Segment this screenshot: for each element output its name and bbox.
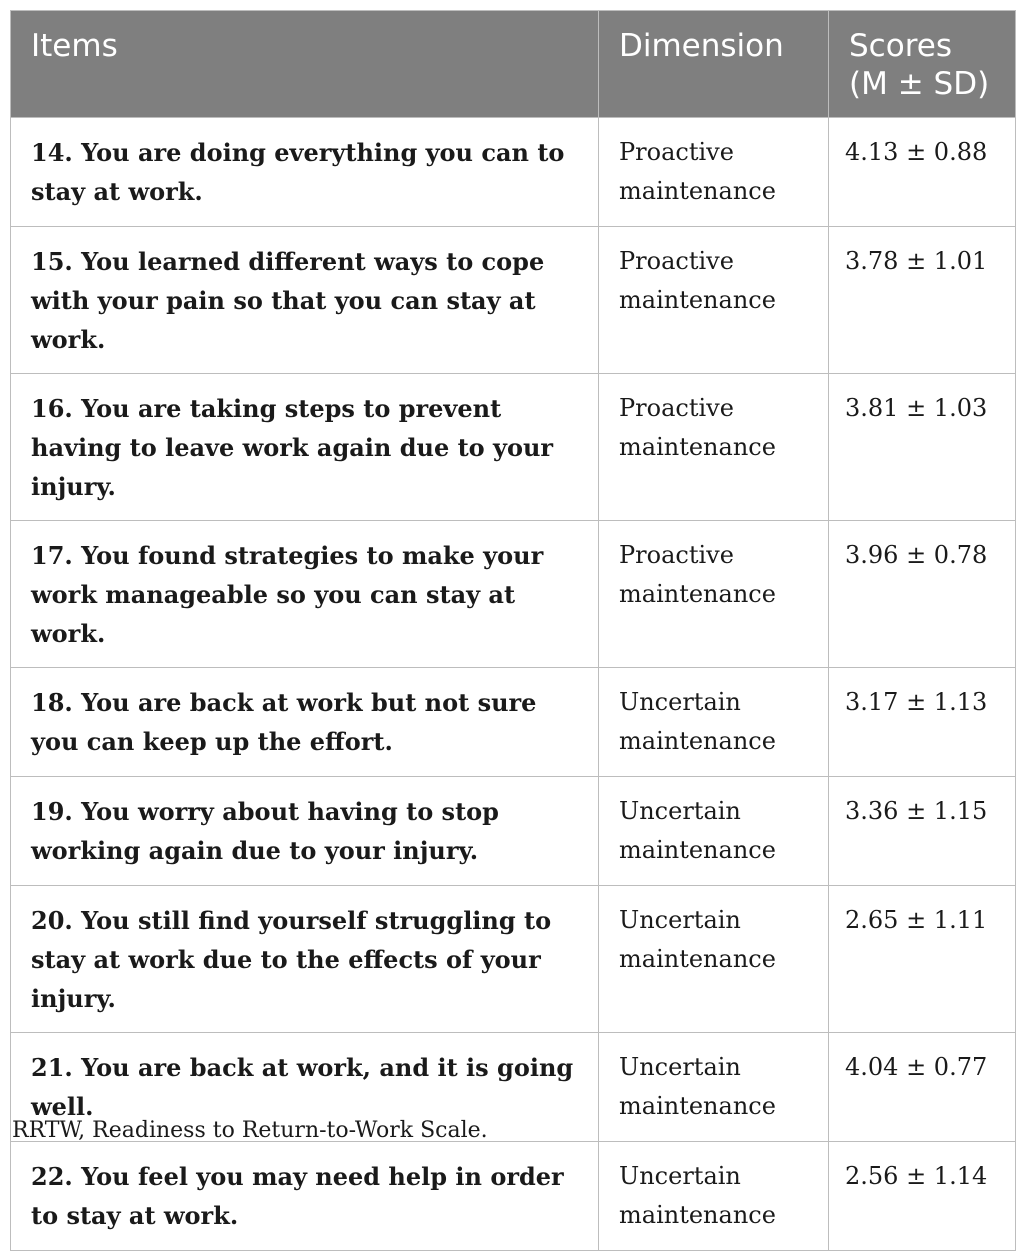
table-body [11,118,1016,1251]
table-row [11,668,1016,777]
dimension-cell: Uncertain maintenance [599,886,829,1033]
scores-table-container [10,10,1015,1251]
score-cell: 3.96 ± 0.78 [829,521,1016,668]
item-text-cell: 20. You still find yourself struggling to stay at work due to the effects of your injury. [11,886,599,1033]
item-text-cell: 19. You worry about having to stop working again due to your injury. [11,777,599,886]
score-cell: 3.78 ± 1.01 [829,227,1016,374]
dimension-cell: Uncertain maintenance [599,777,829,886]
dimension-cell: Uncertain maintenance [599,668,829,777]
item-text-cell: 15. You learned different ways to cope with your pain so that you can stay at work. [11,227,599,374]
score-cell: 3.81 ± 1.03 [829,374,1016,521]
header-row [11,11,1016,118]
header-scores [829,11,1016,118]
header-scores-line1: Scores [849,28,952,64]
score-cell: 4.04 ± 0.77 [829,1033,1016,1142]
dimension-cell: Proactive maintenance [599,118,829,227]
score-cell: 4.13 ± 0.88 [829,118,1016,227]
dimension-cell: Uncertain maintenance [599,1033,829,1142]
item-text-cell: 22. You feel you may need help in order to stay at work. [11,1142,599,1251]
dimension-cell: Proactive maintenance [599,374,829,521]
table-header [11,11,1016,118]
header-scores-line2: (M ± SD) [849,66,990,102]
dimension-cell: Uncertain maintenance [599,1142,829,1251]
header-items: Items [11,11,599,118]
table-footnote: RRTW, Readiness to Return-to-Work Scale. [12,1118,488,1143]
table-row [11,374,1016,521]
table-row [11,1142,1016,1251]
scores-table [10,10,1016,1251]
table-row [11,886,1016,1033]
score-cell: 3.36 ± 1.15 [829,777,1016,886]
item-text-cell: 21. You are back at work, and it is going well. [11,1033,599,1142]
table-row [11,521,1016,668]
score-cell: 2.56 ± 1.14 [829,1142,1016,1251]
score-cell: 3.17 ± 1.13 [829,668,1016,777]
table-row [11,118,1016,227]
item-text-cell: 17. You found strategies to make your work manageable so you can stay at work. [11,521,599,668]
item-text-cell: 16. You are taking steps to prevent having to leave work again due to your injury. [11,374,599,521]
header-dimension: Dimension [599,11,829,118]
dimension-cell: Proactive maintenance [599,227,829,374]
table-row [11,777,1016,886]
item-text-cell: 14. You are doing everything you can to stay at work. [11,118,599,227]
table-row [11,227,1016,374]
dimension-cell: Proactive maintenance [599,521,829,668]
item-text-cell: 18. You are back at work but not sure you can keep up the effort. [11,668,599,777]
score-cell: 2.65 ± 1.11 [829,886,1016,1033]
